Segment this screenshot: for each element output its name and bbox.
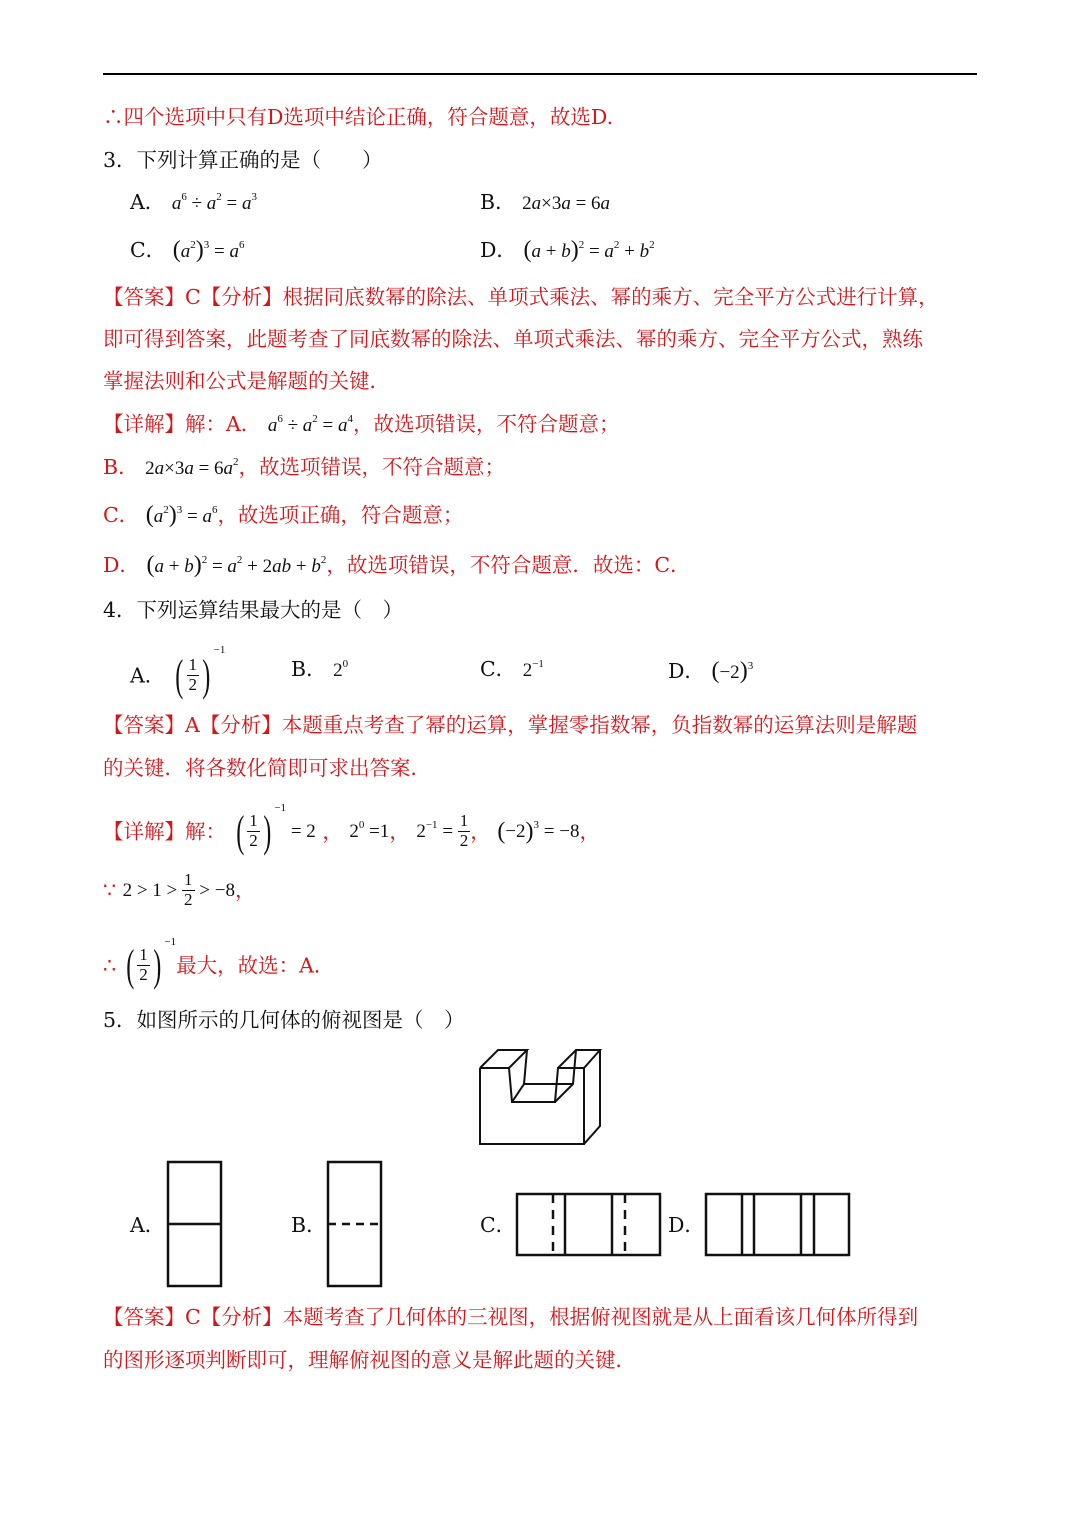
q4-answer-line1: 【答案】A【分析】本题重点考查了幂的运算，掌握零指数幂，负指数幂的运算法则是解题 [103,713,918,737]
q4-option-c: C． $2^{-1}$ [480,657,544,681]
q3-option-a: A． $a^6 \div a^2 = a^3$ [130,190,257,214]
q5-option-b-figure [326,1160,384,1288]
q4-stem: 4．下列运算结果最大的是（ ） [103,598,404,622]
q3-detail-d: D． $(a + b)^2 = a^2 + 2ab + b^2$，故选项错误，不符合题意．故选：C． [103,552,691,578]
q3-stem: 3．下列计算正确的是（ ） [103,148,383,172]
q4-because: ∵ 2 > 1 > $\frac{1}{2}$ > −8， [103,870,256,909]
q5-solid-figure [470,1040,610,1150]
q5-option-d-figure [704,1192,852,1258]
q3-option-b: B． 2a×3a = 6a [480,190,611,214]
q3-detail-b: B． $2a\times 3a = 6a^2$，故选项错误，不符合题意； [103,455,506,479]
q3-answer-line2: 即可得到答案，此题考查了同底数幂的除法、单项式乘法、幂的乘方、完全平方公式，熟练 [103,327,923,351]
q3-detail-c: C． $(a^2)^3 = a^6$，故选项正确，符合题意； [103,502,464,528]
q4-option-b: B． $2^0$ [291,657,349,681]
q3-option-c: C． $(a^2)^3 = a^6$ [130,237,245,263]
q4-option-d: D． $(-2)^3$ [668,658,754,684]
q5-option-c-figure [515,1192,663,1258]
q4-answer-line2: 的关键．将各数化简即可求出答案． [103,756,431,780]
q5-option-b-label: B． [291,1213,327,1237]
q3-answer-line1: 【答案】C【分析】根据同底数幂的除法、单项式乘法、幂的乘方、完全平方公式进行计算， [103,285,939,309]
q5-stem: 5．如图所示的几何体的俯视图是（ ） [103,1008,465,1032]
q3-answer-line3: 掌握法则和公式是解题的关键． [103,369,390,393]
header-divider [103,73,977,75]
q5-option-a-figure [166,1160,224,1288]
q4-therefore: ∴ ( $\frac{1}{2}$ ) $^{-1}$最大，故选：A． [103,936,335,990]
q5-option-a-label: A． [130,1213,166,1237]
q5-option-d-label: D． [668,1213,705,1237]
q5-option-c-label: C． [480,1213,517,1237]
q3-detail-a: 【详解】解：A． $a^6 \div a^2 = a^4$，故选项错误，不符合题意； [103,412,620,436]
q5-answer-line1: 【答案】C【分析】本题考查了几何体的三视图，根据俯视图就是从上面看该几何体所得到 [103,1305,919,1329]
prev-conclusion: ∴四个选项中只有D选项中结论正确，符合题意，故选D. [103,105,614,129]
q4-detail: 【详解】解： ( $\frac{1}{2}$ ) $^{-1}$ = 2 ， $2^0 =1$， $2^{-1}$ = $\frac{1}{2}$ ， $(-2)^3 = -8$， [103,802,600,856]
q4-option-a: A． ( $\frac{1}{2}$ )$^{-1}$ [130,644,226,700]
q5-answer-line2: 的图形逐项判断即可，理解俯视图的意义是解此题的关键． [103,1348,636,1372]
q3-option-d: D． $(a + b)^2 = a^2 + b^2$ [480,237,655,263]
